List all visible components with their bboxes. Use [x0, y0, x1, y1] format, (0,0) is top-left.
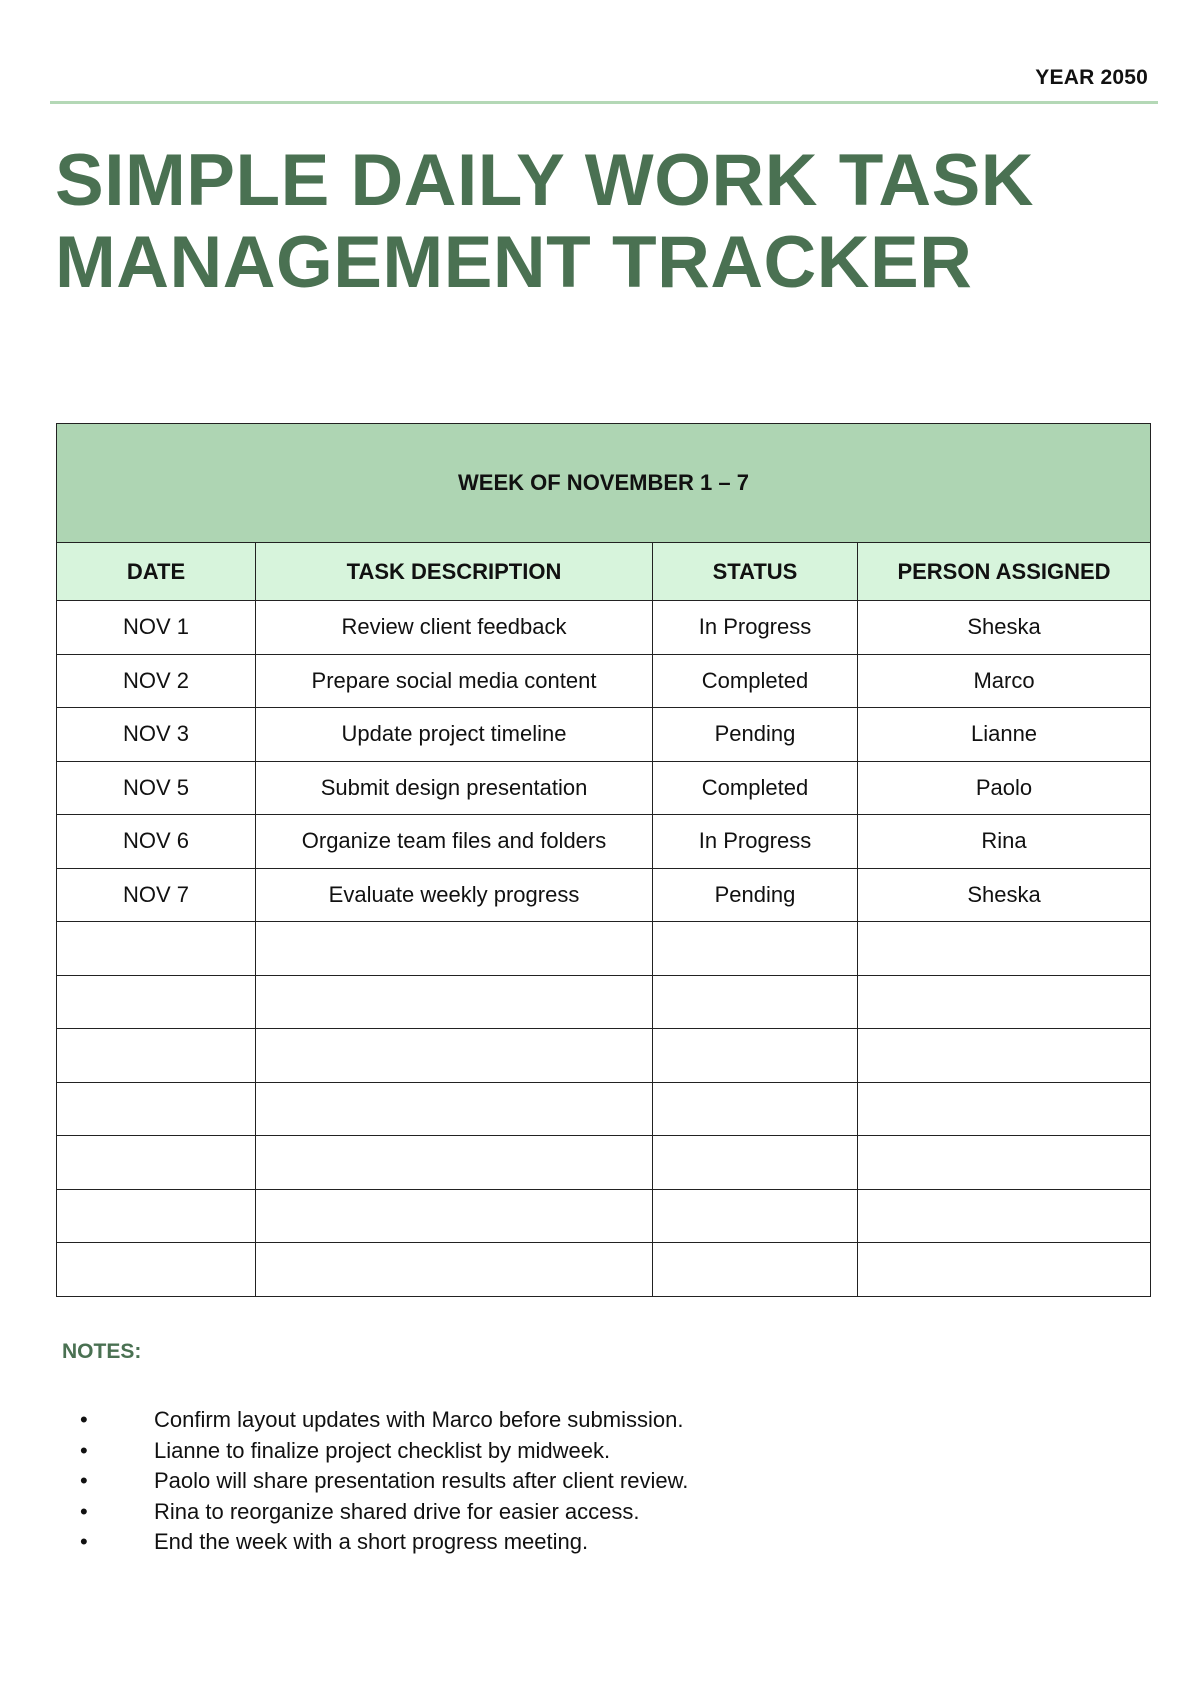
- note-item: [62, 1405, 962, 1436]
- date-cell: NOV 5: [57, 761, 256, 815]
- date-cell: [57, 1029, 256, 1083]
- task-description-cell: [256, 1189, 653, 1243]
- table-row: [57, 761, 1151, 815]
- column-header-task: TASK DESCRIPTION: [256, 543, 653, 601]
- status-cell: Pending: [653, 708, 858, 762]
- status-cell: [653, 1136, 858, 1190]
- task-table-body: [57, 601, 1151, 1297]
- column-header-person: PERSON ASSIGNED: [858, 543, 1151, 601]
- date-cell: [57, 1082, 256, 1136]
- column-header-date: DATE: [57, 543, 256, 601]
- task-description-cell: Prepare social media content: [256, 654, 653, 708]
- status-cell: [653, 922, 858, 976]
- title-line-2: MANAGEMENT TRACKER: [55, 222, 973, 303]
- date-cell: [57, 922, 256, 976]
- bullet-icon: •: [80, 1468, 88, 1493]
- task-tracker-table: [56, 423, 1151, 1297]
- person-assigned-cell: [858, 975, 1151, 1029]
- bullet-icon: •: [80, 1529, 88, 1554]
- notes-list: [62, 1405, 962, 1558]
- task-description-cell: [256, 1029, 653, 1083]
- date-cell: [57, 1243, 256, 1297]
- status-cell: Pending: [653, 868, 858, 922]
- person-assigned-cell: Rina: [858, 815, 1151, 869]
- task-description-cell: [256, 1136, 653, 1190]
- bullet-icon: •: [80, 1407, 88, 1432]
- bullet-icon: •: [80, 1437, 88, 1463]
- table-row: [57, 922, 1151, 976]
- status-cell: Completed: [653, 761, 858, 815]
- column-header-status: STATUS: [653, 543, 858, 601]
- note-text: Paolo will share presentation results after client review.: [154, 1468, 689, 1493]
- date-cell: NOV 7: [57, 868, 256, 922]
- table-row: [57, 601, 1151, 655]
- status-cell: [653, 1243, 858, 1297]
- header-divider: [50, 101, 1158, 104]
- task-description-cell: [256, 922, 653, 976]
- date-cell: [57, 1189, 256, 1243]
- status-cell: Completed: [653, 654, 858, 708]
- table-row: [57, 708, 1151, 762]
- task-description-cell: [256, 1082, 653, 1136]
- task-description-cell: Review client feedback: [256, 601, 653, 655]
- date-cell: [57, 975, 256, 1029]
- person-assigned-cell: [858, 1243, 1151, 1297]
- notes-heading: NOTES:: [62, 1340, 142, 1363]
- task-description-cell: Evaluate weekly progress: [256, 868, 653, 922]
- note-item: [62, 1497, 962, 1528]
- table-row: [57, 1189, 1151, 1243]
- status-cell: [653, 975, 858, 1029]
- page-title: [55, 140, 1155, 304]
- date-cell: NOV 3: [57, 708, 256, 762]
- bullet-icon: •: [80, 1498, 88, 1524]
- status-cell: [653, 1082, 858, 1136]
- person-assigned-cell: [858, 1136, 1151, 1190]
- task-description-cell: Update project timeline: [256, 708, 653, 762]
- person-assigned-cell: [858, 1189, 1151, 1243]
- year-label: YEAR 2050: [1035, 66, 1148, 89]
- date-cell: NOV 1: [57, 601, 256, 655]
- table-row: [57, 815, 1151, 869]
- person-assigned-cell: Sheska: [858, 868, 1151, 922]
- week-label: WEEK OF NOVEMBER 1 – 7: [57, 424, 1151, 543]
- title-line-1: SIMPLE DAILY WORK TASK: [55, 140, 1034, 221]
- person-assigned-cell: Paolo: [858, 761, 1151, 815]
- date-cell: NOV 2: [57, 654, 256, 708]
- person-assigned-cell: Sheska: [858, 601, 1151, 655]
- note-item: [62, 1466, 962, 1497]
- task-description-cell: [256, 975, 653, 1029]
- person-assigned-cell: Lianne: [858, 708, 1151, 762]
- date-cell: [57, 1136, 256, 1190]
- status-cell: [653, 1029, 858, 1083]
- person-assigned-cell: [858, 922, 1151, 976]
- person-assigned-cell: [858, 1029, 1151, 1083]
- person-assigned-cell: Marco: [858, 654, 1151, 708]
- note-item: [62, 1527, 962, 1558]
- table-row: [57, 1243, 1151, 1297]
- person-assigned-cell: [858, 1082, 1151, 1136]
- status-cell: In Progress: [653, 815, 858, 869]
- date-cell: NOV 6: [57, 815, 256, 869]
- task-description-cell: [256, 1243, 653, 1297]
- table-row: [57, 1136, 1151, 1190]
- note-text: Confirm layout updates with Marco before submission.: [154, 1407, 684, 1432]
- table-row: [57, 1082, 1151, 1136]
- note-text: Lianne to finalize project checklist by midweek.: [154, 1437, 611, 1463]
- task-description-cell: Organize team files and folders: [256, 815, 653, 869]
- task-description-cell: Submit design presentation: [256, 761, 653, 815]
- status-cell: In Progress: [653, 601, 858, 655]
- note-text: Rina to reorganize shared drive for easier access.: [154, 1498, 640, 1524]
- note-item: [62, 1436, 962, 1467]
- status-cell: [653, 1189, 858, 1243]
- table-row: [57, 868, 1151, 922]
- week-header-row: [57, 424, 1151, 543]
- table-row: [57, 654, 1151, 708]
- table-row: [57, 975, 1151, 1029]
- column-header-row: [57, 543, 1151, 601]
- table-row: [57, 1029, 1151, 1083]
- note-text: End the week with a short progress meeting.: [154, 1529, 589, 1554]
